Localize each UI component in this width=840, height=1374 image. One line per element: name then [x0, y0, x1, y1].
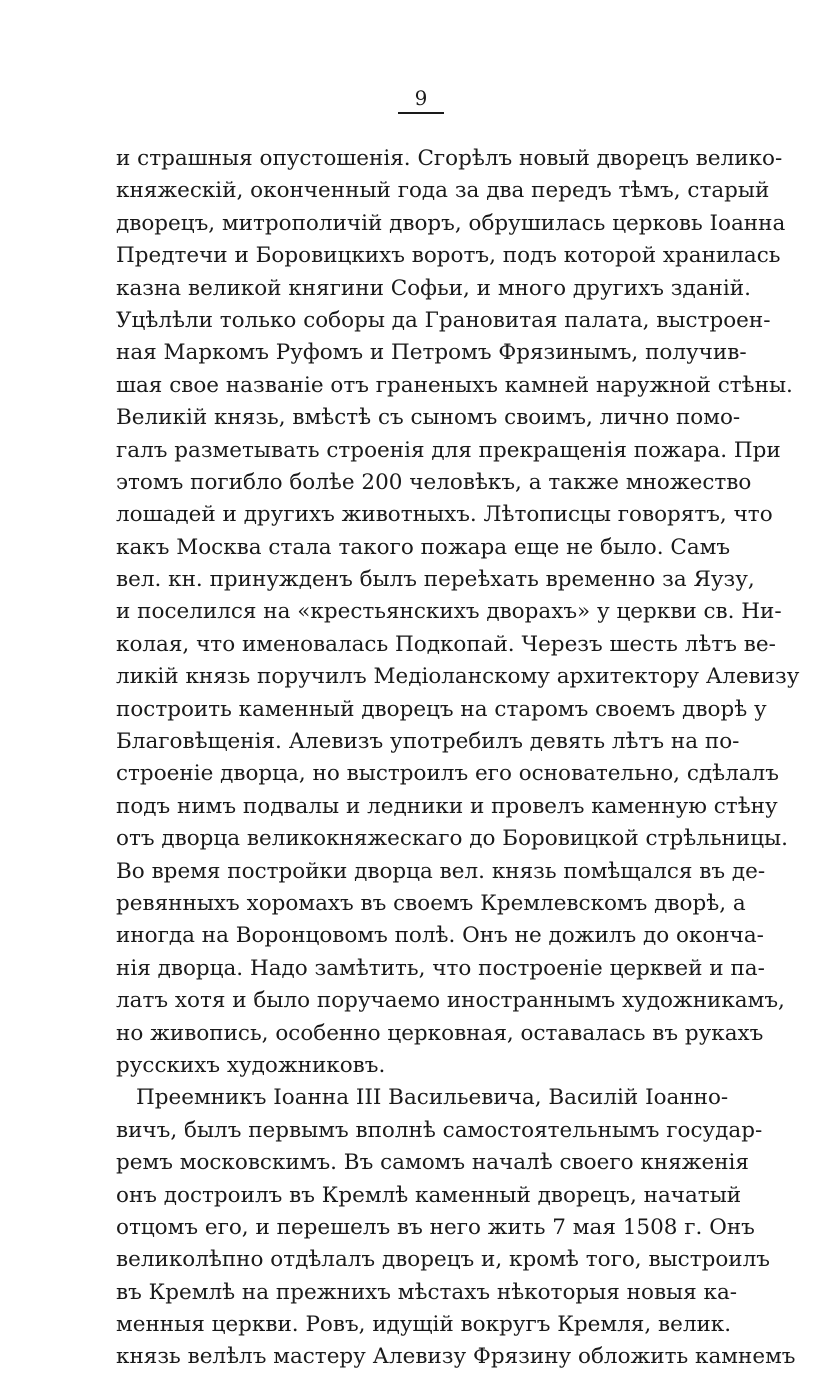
text-line: этомъ погибло болѣе 200 человѣкъ, а также множество [116, 469, 752, 495]
body-text [116, 143, 800, 1374]
text-line: дворецъ, митрополичій дворъ, обрушилась церковь Іоанна [116, 210, 786, 236]
text-line: въ Кремлѣ на прежнихъ мѣстахъ нѣкоторыя новыя ка- [116, 1279, 738, 1305]
paragraph-first-line: Преемникъ Іоанна III Васильевича, Василій Іоанно- [136, 1085, 729, 1111]
text-line: Благовѣщенія. Алевизъ употребилъ девять лѣтъ на по- [116, 729, 740, 755]
text-line: латъ хотя и было поручаемо иностраннымъ художникамъ, [116, 988, 785, 1014]
text-line: иногда на Воронцовомъ полѣ. Онъ не дожилъ до оконча- [116, 923, 764, 949]
page-number: 9 [398, 86, 444, 114]
text-line: построить каменный дворецъ на старомъ своемъ дворѣ у [116, 696, 767, 722]
text-line: лошадей и другихъ животныхъ. Лѣтописцы говорятъ, что [116, 502, 773, 528]
text-line: нія дворца. Надо замѣтить, что построеніе церквей и па- [116, 955, 765, 981]
text-line: строеніе дворца, но выстроилъ его основательно, сдѣлалъ [116, 761, 779, 787]
text-line: менныя церкви. Ровъ, идущій вокругъ Кремля, велик. [116, 1312, 732, 1338]
text-line: но живопись, особенно церковная, оставалась въ рукахъ [116, 1020, 764, 1046]
text-line: и страшныя опустошенія. Сгорѣлъ новый дворецъ велико- [116, 146, 783, 171]
text-line: вел. кн. принужденъ былъ переѣхать временно за Яузу, [116, 567, 755, 593]
text-line: Предтечи и Боровицкихъ воротъ, подъ которой хранилась [116, 243, 781, 269]
text-line: ревянныхъ хоромахъ въ своемъ Кремлевскомъ дворѣ, а [116, 890, 746, 916]
paragraph-end-line: русскихъ художниковъ. [116, 1052, 386, 1078]
text-line: шая свое названіе отъ граненыхъ камней наружной стѣны. [116, 372, 793, 398]
text-line: галъ разметывать строенія для прекращенія пожара. При [116, 437, 781, 463]
text-line: казна великой княгини Софьи, и много другихъ зданій. [116, 275, 751, 301]
text-line: отъ дворца великокняжескаго до Боровицкой стрѣльницы. [116, 826, 788, 852]
text-line: великолѣпно отдѣлалъ дворецъ и, кромѣ того, выстроилъ [116, 1247, 770, 1273]
text-line: княжескій, оконченный года за два передъ тѣмъ, старый [116, 178, 770, 204]
text-line: какъ Москва стала такого пожара еще не было. Самъ [116, 534, 731, 560]
text-line: Великій князь, вмѣстѣ съ сыномъ своимъ, лично помо- [116, 405, 741, 431]
text-line: князь велѣлъ мастеру Алевизу Фрязину обложить камнемъ [116, 1344, 796, 1370]
text-line: Уцѣлѣли только соборы да Грановитая палата, выстроен- [116, 307, 771, 333]
text-line: вичъ, былъ первымъ вполнѣ самостоятельнымъ государ- [116, 1117, 763, 1143]
text-line: и поселился на «крестьянскихъ дворахъ» у церкви св. Ни- [116, 599, 782, 625]
text-line: подъ нимъ подвалы и ледники и провелъ каменную стѣну [116, 793, 778, 819]
text-line: онъ достроилъ въ Кремлѣ каменный дворецъ, начатый [116, 1182, 742, 1208]
text-line: отцомъ его, и перешелъ въ него жить 7 мая 1508 г. Онъ [116, 1214, 755, 1240]
text-line: ремъ московскимъ. Въ самомъ началѣ своего княженія [116, 1150, 749, 1176]
text-line: ликій князь поручилъ Медіоланскому архитектору Алевизу [116, 664, 800, 690]
text-line: ная Маркомъ Руфомъ и Петромъ Фрязинымъ, получив- [116, 340, 747, 366]
text-line: колая, что именовалась Подкопай. Черезъ шесть лѣтъ ве- [116, 631, 776, 657]
text-line: Во время постройки дворца вел. князь помѣщался въ де- [116, 858, 766, 884]
